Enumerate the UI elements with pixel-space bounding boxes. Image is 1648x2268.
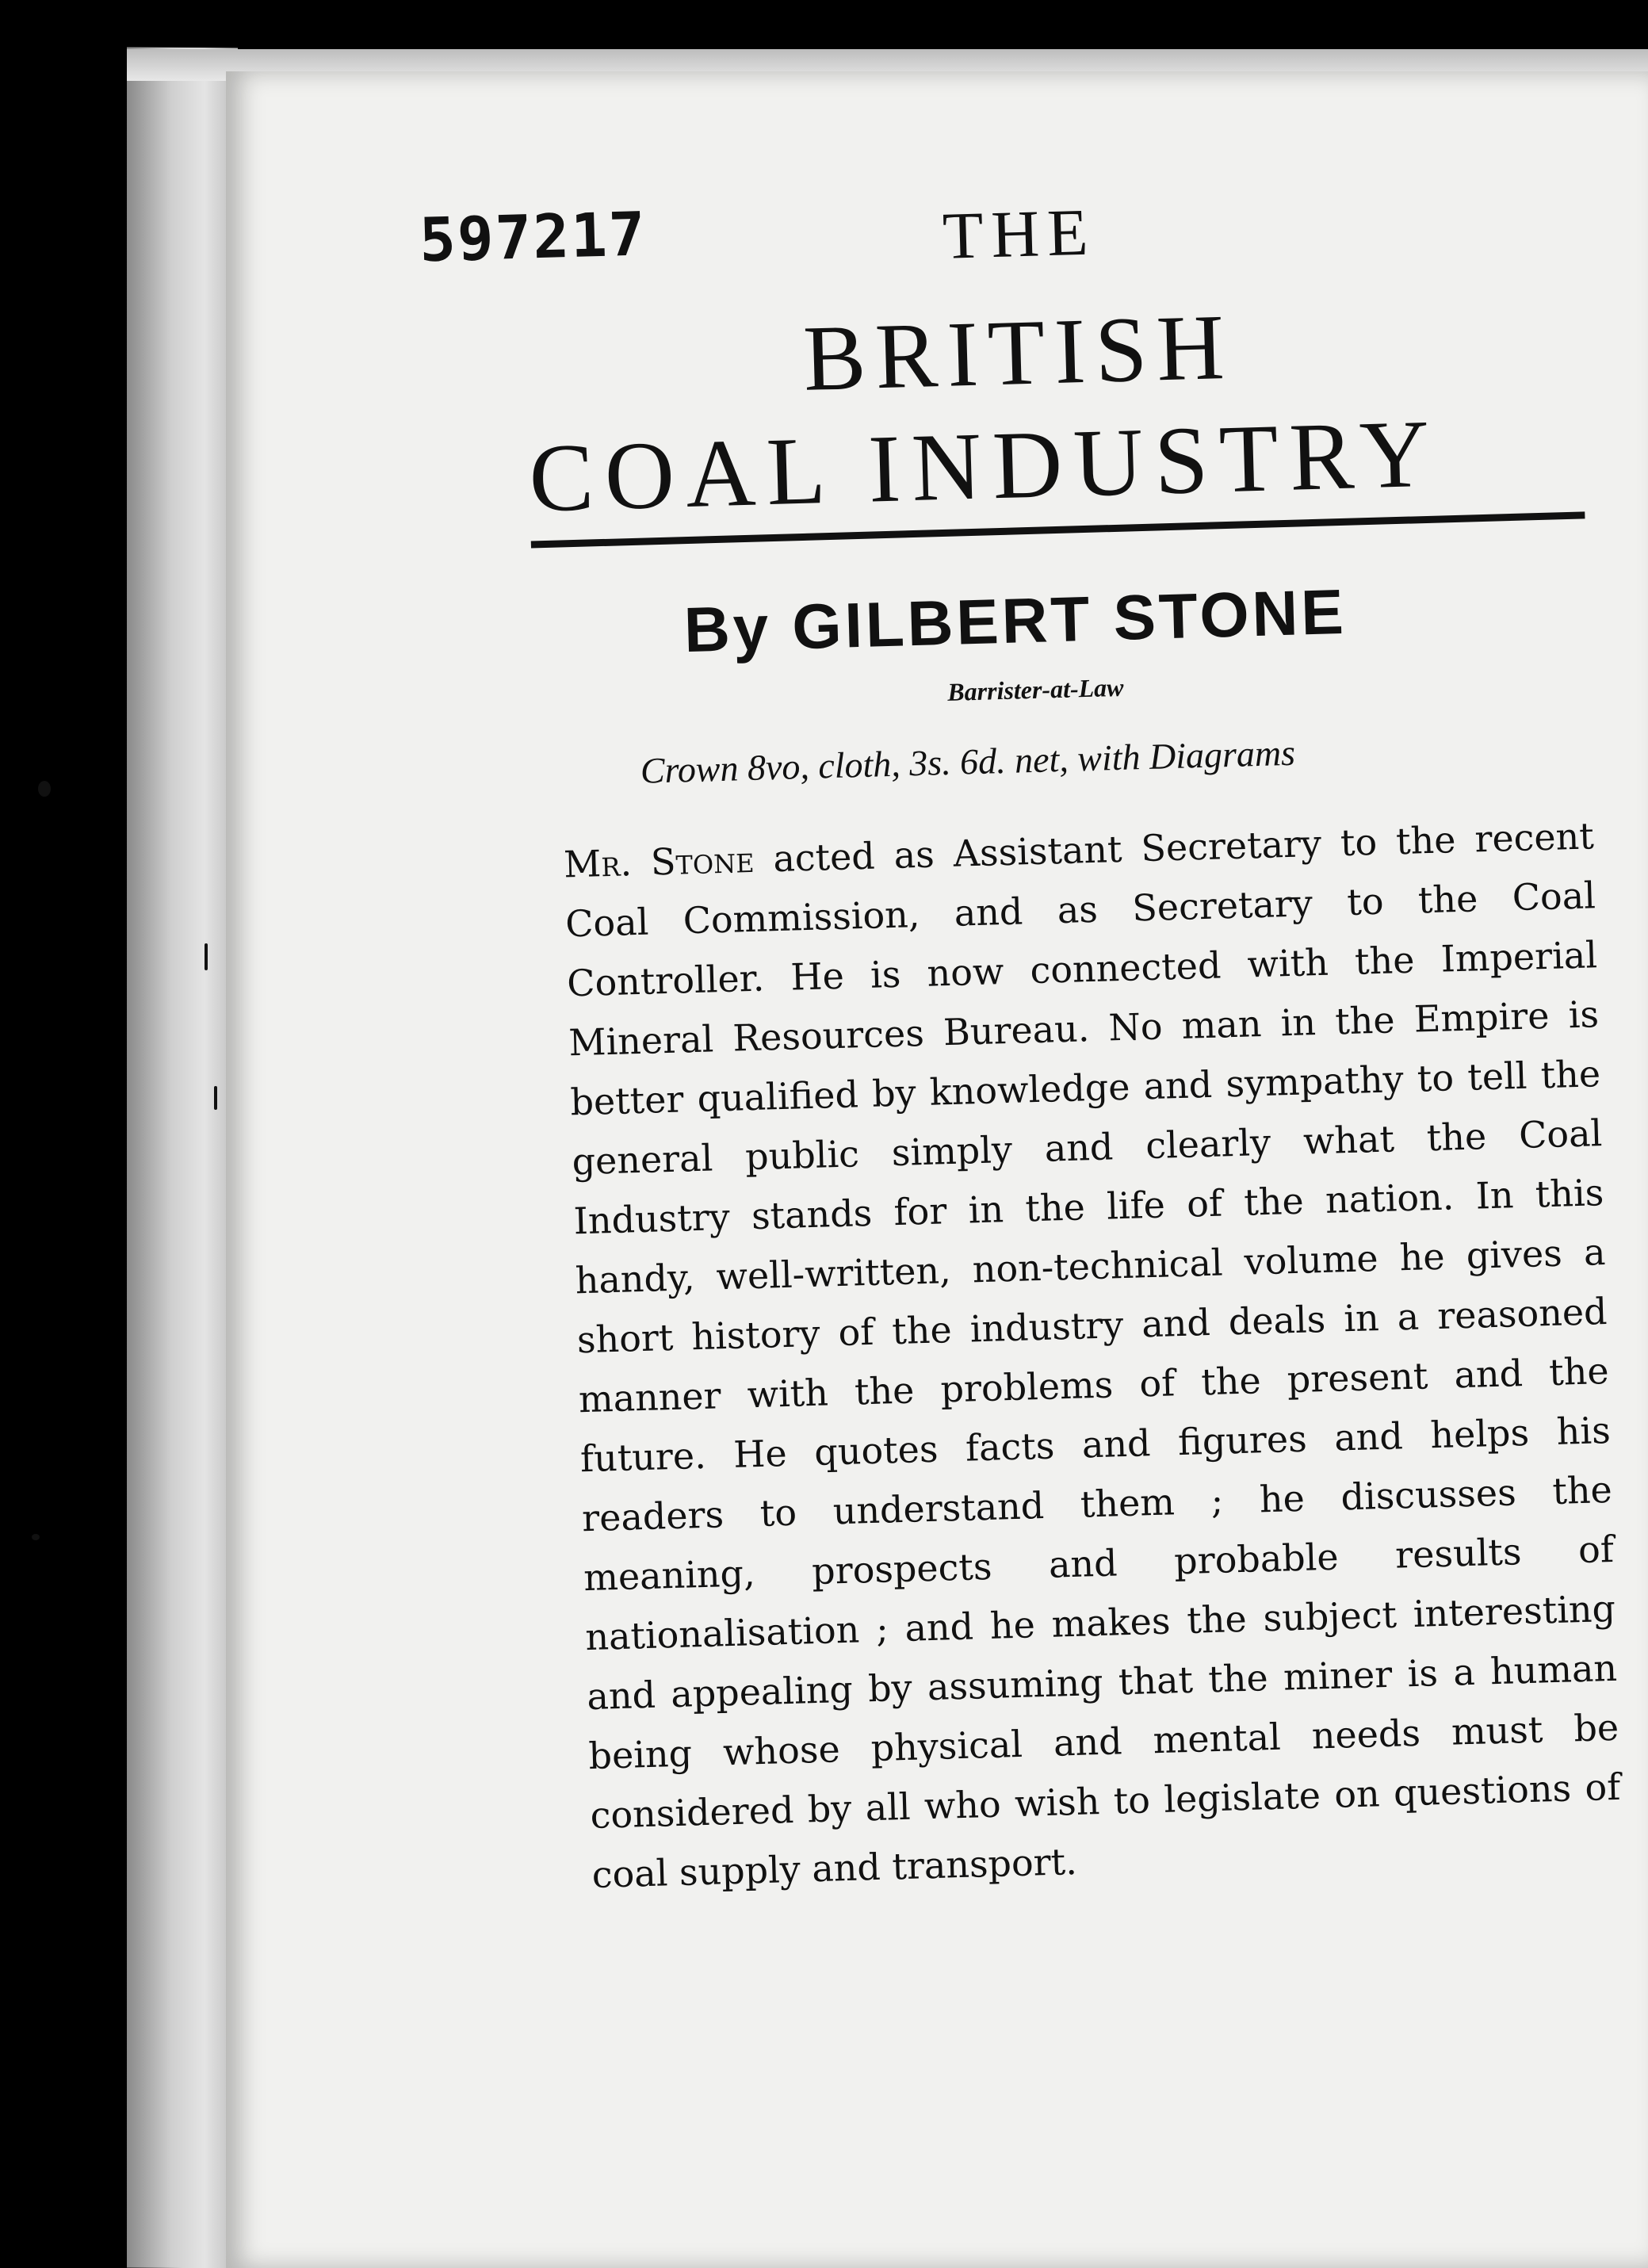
description-paragraph xyxy=(563,806,1623,1905)
edition-details: Crown 8vo, cloth, 3s. 6d. net, with Diagrams xyxy=(640,732,1296,791)
catalog-number: 597217 xyxy=(418,198,648,276)
title-the: THE xyxy=(941,195,1097,273)
title-coal-industry: COAL INDUSTRY xyxy=(527,400,1443,533)
author-title: Barrister-at-Law xyxy=(946,672,1124,706)
author-line: By GILBERT STONE xyxy=(683,576,1348,666)
paragraph-text: acted as Assistant Secretary to the recent Coal Commission, and as Secretary to the Coal Controller. He is now connected with the Imperial Mineral Resources Bureau. No man in the Empire is better qualified by knowledge and sympathy to tell the general public simply and clearly what the Coal Industry stands for in the life of the nation. In this handy, well-written, non-technical volume he gives a short history of the industry and deals in a reasoned manner with the problems of the present and the future. He quotes facts and figures and helps his readers to understand them ; he discusses the meaning, prospects and probable results of nationalisation ; and he makes the subject interesting and appealing by assuming that the miner is a human being whose physical and mental needs must be considered by all who wish to legislate on questions of coal supply and transport. xyxy=(564,814,1621,1897)
paragraph-lead: Mr. Stone xyxy=(563,837,755,886)
title-british: BRITISH xyxy=(801,294,1236,411)
